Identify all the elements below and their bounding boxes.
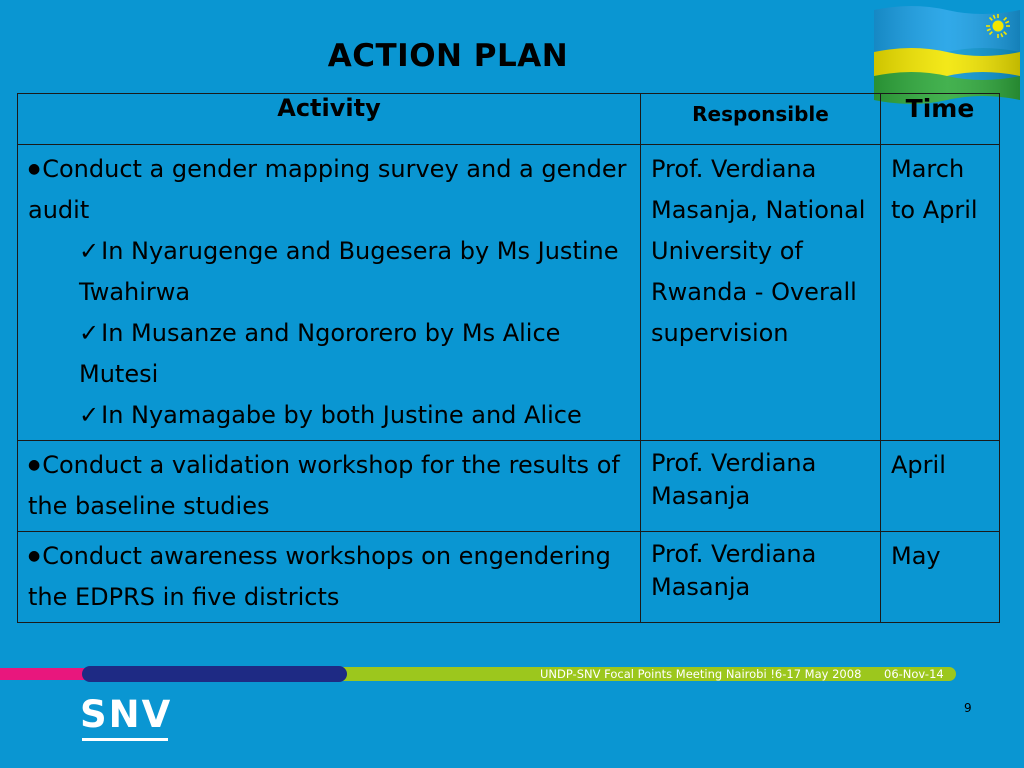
activity-cell — [18, 145, 641, 441]
action-plan-table — [17, 93, 1000, 623]
bullet-icon: ● — [28, 457, 41, 473]
bullet-icon: ● — [28, 548, 41, 564]
responsible-cell: Prof. Verdiana Masanja, National University of Rwanda - Overall supervision — [641, 145, 881, 441]
time-cell: May — [881, 532, 1000, 623]
activity-text: Conduct awareness workshops on engendering the EDPRS in five districts — [28, 542, 611, 611]
responsible-cell: Prof. Verdiana Masanja — [641, 441, 881, 532]
footer-color-bar — [0, 665, 1024, 683]
subitem-text: In Nyarugenge and Bugesera by Ms Justine Twahirwa — [79, 237, 619, 306]
snv-logo: SNV — [80, 693, 173, 736]
table-row — [18, 145, 1000, 441]
logo-underline — [82, 738, 168, 741]
table-row — [18, 532, 1000, 623]
check-icon: ✓ — [79, 401, 100, 429]
check-icon: ✓ — [79, 319, 100, 347]
rwanda-flag-icon — [872, 4, 1022, 104]
time-cell: April — [881, 441, 1000, 532]
table-header-row — [18, 94, 1000, 145]
subitem-text: In Musanze and Ngororero by Ms Alice Mutesi — [79, 319, 561, 388]
activity-text: Conduct a validation workshop for the results of the baseline studies — [28, 451, 620, 520]
header-time: Time — [881, 94, 1000, 145]
activity-cell — [18, 532, 641, 623]
activity-cell — [18, 441, 641, 532]
table-row — [18, 441, 1000, 532]
header-activity: Activity — [18, 94, 641, 145]
footer-date: 06-Nov-14 — [884, 667, 944, 681]
page-number: 9 — [964, 701, 972, 715]
page-title: ACTION PLAN — [327, 38, 569, 74]
responsible-cell: Prof. Verdiana Masanja — [641, 532, 881, 623]
subitem-text: In Nyamagabe by both Justine and Alice — [101, 401, 582, 429]
time-cell: March to April — [881, 145, 1000, 441]
header-responsible: Responsible — [641, 94, 881, 145]
check-icon: ✓ — [79, 237, 100, 265]
activity-text: Conduct a gender mapping survey and a gender audit — [28, 155, 627, 224]
bullet-icon: ● — [28, 161, 41, 177]
footer-meeting-text: UNDP-SNV Focal Points Meeting Nairobi !6-17 May 2008 — [540, 667, 862, 681]
